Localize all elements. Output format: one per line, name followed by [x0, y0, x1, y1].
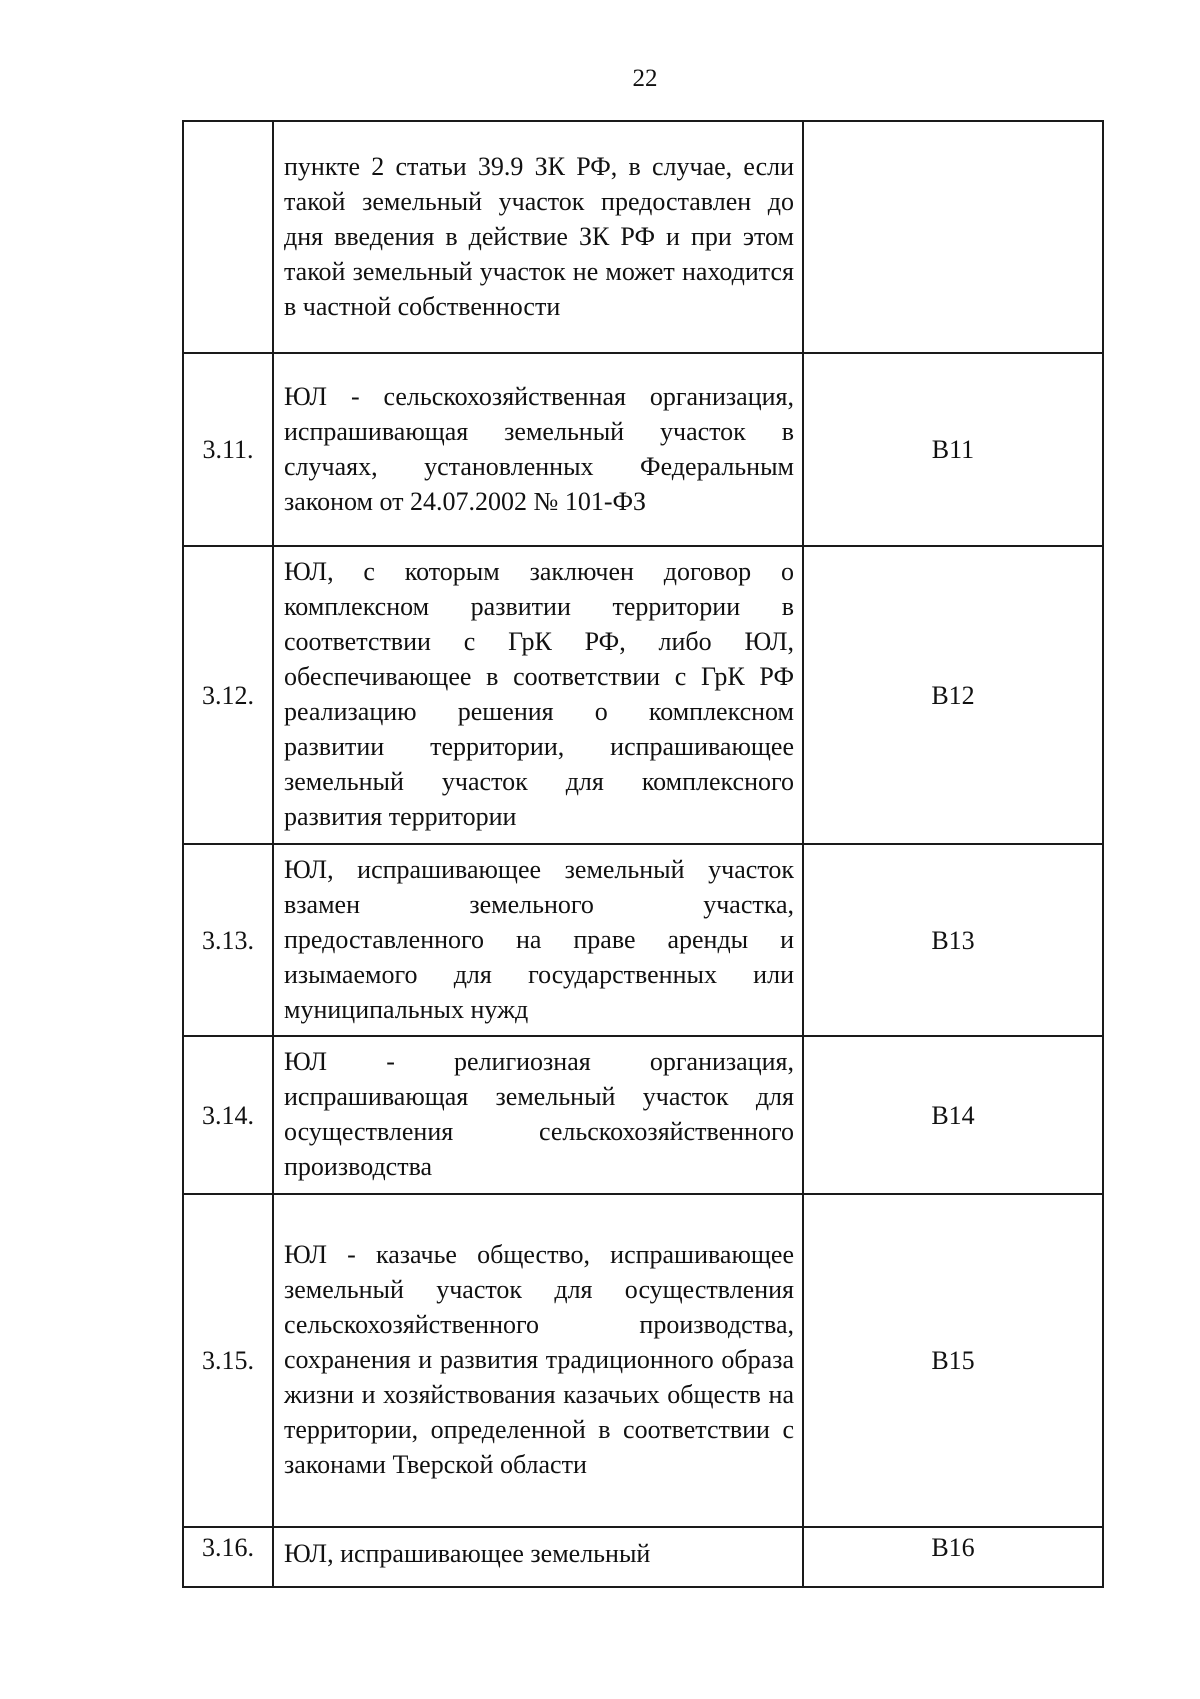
- row-code: В11: [803, 353, 1103, 546]
- row-description: ЮЛ, с которым заключен договор о комплексном развитии территории в соответствии с ГрК РФ, либо ЮЛ, обеспечивающее в соответствии с ГрК РФ реализацию решения о комплексном развитии территории, испрашивающее земельный участок для комплексного развития территории: [273, 546, 803, 844]
- table-row: [183, 1194, 1103, 1527]
- row-description: ЮЛ, испрашивающее земельный участок взамен земельного участка, предоставленного на праве аренды и изымаемого для государственных или муниципальных нужд: [273, 844, 803, 1036]
- table-row: [183, 353, 1103, 546]
- table-row: [183, 844, 1103, 1036]
- row-number: 3.11.: [183, 353, 273, 546]
- row-number: [183, 121, 273, 353]
- row-number: 3.14.: [183, 1036, 273, 1194]
- row-description: пункте 2 статьи 39.9 ЗК РФ, в случае, если такой земельный участок предоставлен до дня введения в действие ЗК РФ и при этом такой земельный участок не может находится в частной собственности: [273, 121, 803, 353]
- page-number: 22: [632, 65, 658, 92]
- row-number: 3.15.: [183, 1194, 273, 1527]
- row-description: ЮЛ - сельскохозяйственная организация, испрашивающая земельный участок в случаях, установленных Федеральным законом от 24.07.2002 № 101-ФЗ: [273, 353, 803, 546]
- row-number: 3.13.: [183, 844, 273, 1036]
- row-code: В13: [803, 844, 1103, 1036]
- table-row: [183, 1036, 1103, 1194]
- row-number: 3.16.: [183, 1527, 273, 1587]
- row-code: В16: [803, 1527, 1103, 1587]
- row-description: ЮЛ - казачье общество, испрашивающее земельный участок для осуществления сельскохозяйственного производства, сохранения и развития традиционного образа жизни и хозяйствования казачьих обществ на территории, определенной в соответствии с законами Тверской области: [273, 1194, 803, 1527]
- row-code: В15: [803, 1194, 1103, 1527]
- row-code: [803, 121, 1103, 353]
- table-row: [183, 546, 1103, 844]
- row-description: ЮЛ - религиозная организация, испрашивающая земельный участок для осуществления сельскохозяйственного производства: [273, 1036, 803, 1194]
- row-code: В12: [803, 546, 1103, 844]
- table-row: [183, 1527, 1103, 1587]
- table-row: [183, 121, 1103, 353]
- row-code: В14: [803, 1036, 1103, 1194]
- row-description: ЮЛ, испрашивающее земельный: [273, 1527, 803, 1587]
- row-number: 3.12.: [183, 546, 273, 844]
- document-table: [182, 120, 1104, 1588]
